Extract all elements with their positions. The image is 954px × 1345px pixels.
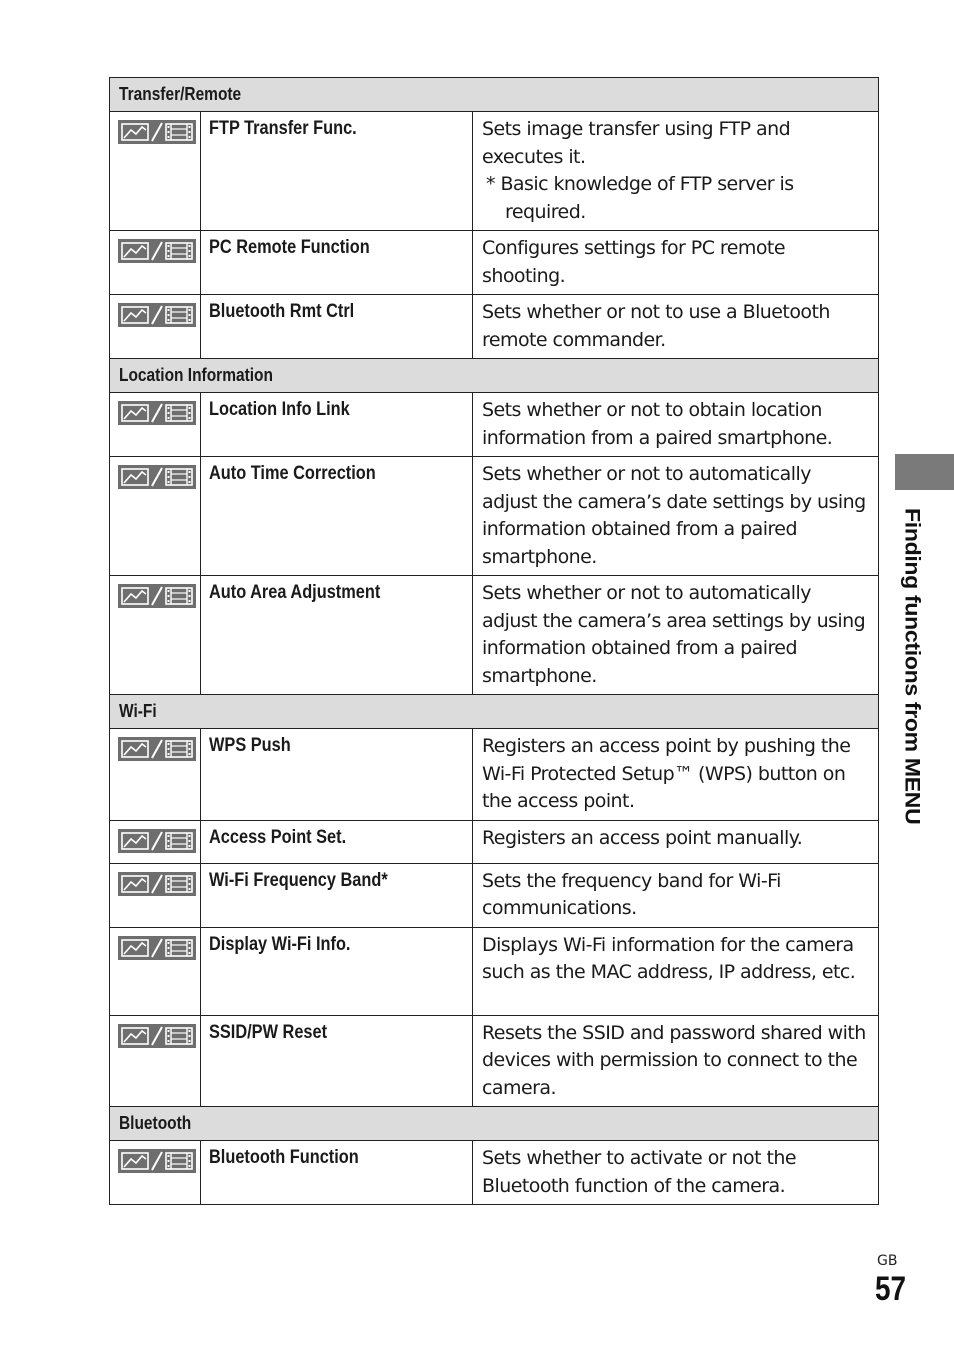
function-description: Sets image transfer using FTP and executes it. bbox=[482, 118, 791, 168]
table-row bbox=[110, 1141, 879, 1205]
still-movie-icon bbox=[118, 1024, 200, 1048]
function-description: Sets whether or not to automatically adjust the camera’s area settings by using information obtained from a paired smartphone. bbox=[482, 582, 866, 687]
still-movie-icon bbox=[118, 829, 200, 853]
function-description-cell bbox=[473, 863, 879, 927]
function-name: SSID/PW Reset bbox=[209, 1021, 328, 1043]
function-description-cell bbox=[473, 576, 879, 695]
function-name-cell bbox=[201, 863, 473, 927]
still-movie-icon bbox=[118, 239, 200, 263]
function-name-cell bbox=[201, 1141, 473, 1205]
function-name-cell bbox=[201, 393, 473, 457]
section-header-row bbox=[110, 1107, 879, 1141]
function-description-cell bbox=[473, 820, 879, 863]
function-name-cell bbox=[201, 457, 473, 576]
footnote-text: * Basic knowledge of FTP server is bbox=[486, 173, 794, 195]
table-row bbox=[110, 576, 879, 695]
mode-icon-cell bbox=[110, 927, 201, 1015]
function-description-cell bbox=[473, 1015, 879, 1107]
function-name: Display Wi-Fi Info. bbox=[209, 933, 351, 955]
still-movie-icon bbox=[118, 303, 200, 327]
still-movie-icon bbox=[118, 401, 200, 425]
mode-icon-cell bbox=[110, 729, 201, 821]
mode-icon-cell bbox=[110, 863, 201, 927]
function-name-cell bbox=[201, 729, 473, 821]
function-description: Sets whether or not to obtain location information from a paired smartphone. bbox=[482, 399, 833, 449]
page-number: 57 bbox=[875, 1270, 907, 1308]
section-header bbox=[110, 359, 879, 393]
function-description-cell bbox=[473, 112, 879, 231]
table-row bbox=[110, 112, 879, 231]
section-header-row bbox=[110, 359, 879, 393]
section-header-row bbox=[110, 78, 879, 112]
function-name-cell bbox=[201, 295, 473, 359]
table-row bbox=[110, 393, 879, 457]
function-name-cell bbox=[201, 576, 473, 695]
table-row bbox=[110, 927, 879, 1015]
function-name: Auto Time Correction bbox=[209, 463, 376, 484]
function-name: WPS Push bbox=[209, 735, 291, 756]
function-description-cell bbox=[473, 1141, 879, 1205]
mode-icon-cell bbox=[110, 231, 201, 295]
still-movie-icon bbox=[118, 936, 200, 960]
function-name-cell bbox=[201, 112, 473, 231]
function-description-cell bbox=[473, 457, 879, 576]
function-name: Location Info Link bbox=[209, 399, 350, 420]
function-name: Access Point Set. bbox=[209, 826, 347, 848]
menu-function-table bbox=[109, 77, 879, 1205]
still-movie-icon bbox=[118, 465, 200, 489]
still-movie-icon bbox=[118, 1149, 200, 1173]
function-description: Registers an access point manually. bbox=[482, 826, 803, 849]
function-description: Resets the SSID and password shared with devices with permission to connect to the camera. bbox=[482, 1021, 866, 1099]
table-row bbox=[110, 729, 879, 821]
function-description: Sets whether or not to use a Bluetooth remote commander. bbox=[482, 301, 830, 351]
function-description: Configures settings for PC remote shooting. bbox=[482, 237, 785, 287]
function-description-cell bbox=[473, 393, 879, 457]
mode-icon-cell bbox=[110, 1015, 201, 1107]
function-name-cell bbox=[201, 231, 473, 295]
table-row bbox=[110, 820, 879, 863]
function-name: Bluetooth Function bbox=[209, 1147, 359, 1168]
function-description: Sets the frequency band for Wi-Fi communications. bbox=[482, 869, 781, 919]
section-title: Bluetooth bbox=[119, 1113, 192, 1133]
section-header bbox=[110, 695, 879, 729]
function-description-cell bbox=[473, 927, 879, 1015]
function-name: FTP Transfer Func. bbox=[209, 118, 357, 139]
table-row bbox=[110, 863, 879, 927]
region-code: GB bbox=[877, 1253, 898, 1269]
function-name-cell bbox=[201, 820, 473, 863]
function-name-cell bbox=[201, 927, 473, 1015]
table-row bbox=[110, 457, 879, 576]
function-name: Auto Area Adjustment bbox=[209, 582, 381, 603]
function-description-cell bbox=[473, 295, 879, 359]
footnote bbox=[482, 171, 870, 226]
still-movie-icon bbox=[118, 120, 200, 144]
mode-icon-cell bbox=[110, 820, 201, 863]
function-description-cell bbox=[473, 231, 879, 295]
function-description: Registers an access point by pushing the Wi-Fi Protected Setup™ (WPS) button on the access point. bbox=[482, 735, 851, 812]
mode-icon-cell bbox=[110, 457, 201, 576]
footnote-text-continued: required. bbox=[505, 200, 586, 223]
still-movie-icon bbox=[118, 584, 200, 608]
table-row bbox=[110, 295, 879, 359]
still-movie-icon bbox=[118, 737, 200, 761]
table-row bbox=[110, 231, 879, 295]
still-movie-icon bbox=[118, 872, 200, 896]
mode-icon-cell bbox=[110, 1141, 201, 1205]
function-description-cell bbox=[473, 729, 879, 821]
section-title: Transfer/Remote bbox=[119, 84, 242, 104]
section-tab-marker bbox=[895, 454, 954, 490]
function-description: Sets whether to activate or not the Bluetooth function of the camera. bbox=[482, 1147, 797, 1197]
mode-icon-cell bbox=[110, 112, 201, 231]
table-row bbox=[110, 1015, 879, 1107]
side-chapter-title: Finding functions from MENU bbox=[901, 508, 925, 825]
function-name: PC Remote Function bbox=[209, 237, 370, 258]
section-header-row bbox=[110, 695, 879, 729]
section-title: Location Information bbox=[119, 365, 273, 385]
mode-icon-cell bbox=[110, 576, 201, 695]
mode-icon-cell bbox=[110, 295, 201, 359]
mode-icon-cell bbox=[110, 393, 201, 457]
function-description: Displays Wi-Fi information for the camera such as the MAC address, IP address, etc. bbox=[482, 933, 856, 983]
function-name: Bluetooth Rmt Ctrl bbox=[209, 301, 355, 322]
section-title: Wi-Fi bbox=[119, 701, 157, 721]
function-name: Wi-Fi Frequency Band* bbox=[209, 869, 388, 891]
section-header bbox=[110, 1107, 879, 1141]
function-name-cell bbox=[201, 1015, 473, 1107]
section-header bbox=[110, 78, 879, 112]
function-description: Sets whether or not to automatically adjust the camera’s date settings by using information obtained from a paired smartphone. bbox=[482, 463, 866, 568]
